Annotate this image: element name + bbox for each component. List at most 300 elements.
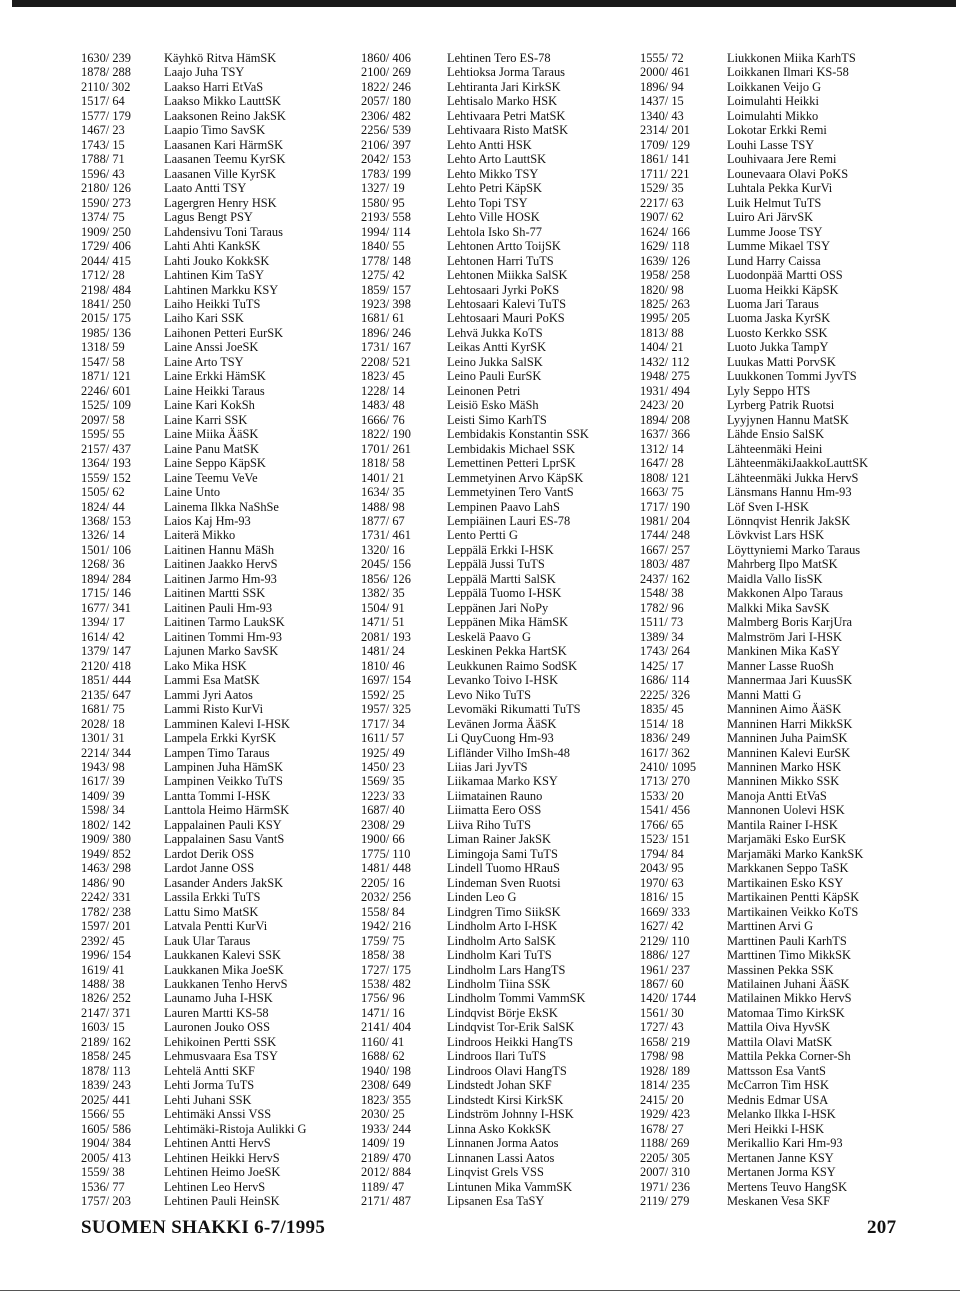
player-name-club: Liias Jari JyvTS [447, 759, 528, 774]
player-name-club: Lahtinen Kim TaSY [164, 268, 265, 283]
rating-games: 1188/ 269 [640, 1136, 690, 1151]
player-name-club: McCarron Tim HSK [727, 1078, 829, 1093]
rating-games: 1533/ 20 [640, 788, 684, 803]
rating-games: 1886/ 127 [640, 948, 690, 963]
rating-games: 1896/ 246 [361, 325, 411, 340]
rating-games: 1481/ 448 [361, 861, 411, 876]
player-name-club: Lehti Juhani SSK [164, 1092, 252, 1107]
player-name-club: Lehto Ville HOSK [447, 210, 540, 225]
rating-games: 1580/ 95 [361, 195, 405, 210]
player-name-club: Lindholm Tiina SSK [447, 977, 551, 991]
player-name-club: Luiro Ari JärvSK [727, 210, 814, 225]
player-name-club: Lehtonen Miikka SalSK [447, 268, 568, 283]
rating-games: 1839/ 243 [81, 1078, 131, 1093]
player-name-club: Liukkonen Miika KarhTS [727, 51, 856, 65]
rating-games: 1541/ 456 [640, 803, 690, 818]
player-name-club: Mattila Pekka Corner-Sh [727, 1049, 851, 1064]
rating-games: 1701/ 261 [361, 441, 411, 456]
player-name-club: Leukkunen Raimo SodSK [447, 658, 578, 673]
rating-games: 2147/ 371 [81, 1005, 131, 1020]
rating-games: 1409/ 39 [81, 788, 125, 803]
player-name-club: Melanko Ilkka I-HSK [727, 1107, 836, 1122]
rating-games: 1925/ 49 [361, 745, 405, 760]
player-name-club: Li QuyCuong Hm-93 [447, 731, 554, 746]
player-name-club: Manninen Harri MikkSK [727, 716, 853, 731]
rating-games: 1766/ 65 [640, 817, 684, 832]
rating-games: 1379/ 147 [81, 644, 131, 659]
rating-games: 2110/ 302 [81, 79, 131, 94]
rating-games: 1547/ 58 [81, 354, 125, 369]
rating-games: 1647/ 28 [640, 456, 684, 471]
rating-games: 1559/ 152 [81, 470, 131, 485]
player-name-club: Lehtimäki-Ristoja Aulikki G [164, 1121, 307, 1136]
rating-games: 1981/ 204 [640, 514, 690, 528]
player-name-club: Lampinen Juha HämSK [164, 759, 284, 774]
player-name-club: Luukas Matti PorvSK [727, 354, 836, 369]
rating-games: 2314/ 201 [640, 123, 690, 138]
rating-games: 1437/ 15 [640, 94, 684, 109]
player-name-club: Lembidakis Michael SSK [447, 441, 576, 456]
rating-games: 2025/ 441 [81, 1092, 131, 1107]
player-name-club: Merikallio Kari Hm-93 [727, 1136, 843, 1151]
rating-games: 1894/ 284 [81, 571, 131, 586]
player-name-club: Lammi Jyri Aatos [164, 687, 253, 702]
player-name-club: Manninen Mikko SSK [727, 774, 840, 789]
player-name-club: Lahti Ahti KankSK [164, 239, 261, 254]
player-name-club: Levo Niko TuTS [447, 687, 531, 702]
rating-games: 1605/ 586 [81, 1121, 131, 1136]
player-name-club: Laios Kaj Hm-93 [164, 514, 251, 528]
player-name-club: Laukkanen Mika JoeSK [164, 962, 284, 977]
player-name-club: Lyrberg Patrik Ruotsi [727, 398, 835, 413]
player-name-club: Laitinen Martti SSK [164, 586, 266, 601]
player-name-club: Lehtosaari Mauri PoKS [447, 311, 565, 326]
player-name-club: Manninen Marko HSK [727, 759, 842, 774]
rating-games: 1971/ 236 [640, 1179, 690, 1194]
player-name-club: Lehto Arto LauttSK [447, 152, 547, 167]
rating-games: 2410/ 1095 [640, 759, 697, 774]
rating-games: 2193/ 558 [361, 210, 411, 225]
rating-games: 1709/ 129 [640, 137, 690, 152]
rating-games: 1825/ 263 [640, 296, 690, 311]
player-name-club: Linqvist Grels VSS [447, 1165, 544, 1180]
player-name-club: Marttinen Timo MikkSK [727, 948, 851, 963]
rating-games: 1669/ 333 [640, 904, 690, 919]
rating-games: 1958/ 258 [640, 268, 690, 283]
rating-games: 1856/ 126 [361, 571, 411, 586]
player-name-club: Launamo Juha I-HSK [164, 991, 273, 1006]
rating-games: 2246/ 601 [81, 383, 131, 398]
player-name-club: Leino Pauli EurSK [447, 369, 542, 384]
player-name-club: Lemmetyinen Tero VantS [447, 485, 574, 500]
rating-games: 1996/ 154 [81, 948, 131, 963]
rating-games: 1538/ 482 [361, 977, 411, 991]
rating-games: 1948/ 275 [640, 369, 690, 384]
player-name-club: LähteenmäkiJaakkoLauttSK [727, 456, 869, 471]
player-name-club: Luodonpää Martti OSS [727, 268, 843, 283]
rating-games: 2044/ 415 [81, 253, 131, 268]
rating-games: 1603/ 15 [81, 1020, 125, 1035]
player-name-club: Levomäki Rikumatti TuTS [447, 702, 581, 717]
rating-games: 1382/ 35 [361, 586, 405, 601]
player-name-club: Lehtinen Tero ES-78 [447, 51, 551, 65]
rating-games: 1756/ 96 [361, 991, 405, 1006]
rating-games: 1678/ 27 [640, 1121, 684, 1136]
player-name-club: Lumme Joose TSY [727, 224, 823, 239]
player-name-club: Mattsson Esa VantS [727, 1063, 826, 1078]
player-name-club: Luhtala Pekka KurVi [727, 181, 833, 196]
rating-games: 1909/ 380 [81, 832, 131, 847]
player-name-club: Laitinen Hannu MäSh [164, 542, 275, 557]
rating-games: 2392/ 45 [81, 933, 125, 948]
rating-games: 2028/ 18 [81, 716, 125, 731]
rating-games: 1596/ 43 [81, 166, 125, 181]
rating-games: 1450/ 23 [361, 759, 405, 774]
player-name-club: Lainema Ilkka NaShSe [164, 499, 279, 514]
rating-games: 1569/ 35 [361, 774, 405, 789]
rating-games: 1896/ 94 [640, 79, 684, 94]
player-name-club: Lampen Timo Taraus [164, 745, 270, 760]
player-name-club: Lehtosaari Jyrki PoKS [447, 282, 560, 297]
player-name-club: Lembidakis Konstantin SSK [447, 427, 589, 442]
rating-games: 2157/ 437 [81, 441, 131, 456]
rating-games: 1894/ 208 [640, 412, 690, 427]
rating-games: 1634/ 35 [361, 485, 405, 500]
player-name-club: Linden Leo G [447, 890, 517, 905]
player-name-club: Lahti Jouko KokkSK [164, 253, 270, 268]
player-name-club: Laitinen Tommi Hm-93 [164, 629, 282, 644]
rating-games: 1818/ 58 [361, 456, 405, 471]
player-name-club: Mertanen Jorma KSY [727, 1165, 836, 1180]
rating-games: 1813/ 88 [640, 325, 684, 340]
rating-games: 1687/ 40 [361, 803, 405, 818]
rating-games: 1788/ 71 [81, 152, 125, 167]
rating-games: 1629/ 118 [640, 239, 690, 254]
player-name-club: Lyyjynen Hannu MatSK [727, 412, 849, 427]
player-name-club: Lehtinen Antti HervS [164, 1136, 271, 1151]
rating-games: 1223/ 33 [361, 788, 405, 803]
rating-games: 1928/ 189 [640, 1063, 690, 1078]
rating-games: 1514/ 18 [640, 716, 684, 731]
rating-games: 1943/ 98 [81, 759, 125, 774]
player-name-club: Lappalainen Sasu VantS [164, 832, 285, 847]
player-name-club: Mertens Teuvo HangSK [727, 1179, 848, 1194]
rating-games: 1782/ 96 [640, 600, 684, 615]
player-name-club: Laine Teemu VeVe [164, 470, 258, 485]
player-name-club: Luik Helmut TuTS [727, 195, 822, 210]
rating-games: 1712/ 28 [81, 268, 125, 283]
player-name-club: Lehto Petri KäpSK [447, 181, 542, 196]
player-name-club: Markkanen Seppo TaSK [727, 861, 849, 876]
player-name-club: Liman Rainer JakSK [447, 832, 551, 847]
player-name-club: Lipsanen Esa TaSY [447, 1194, 545, 1209]
rating-games: 2129/ 110 [640, 933, 690, 948]
player-name-club: Lehtivaara Risto MatSK [447, 123, 569, 138]
rating-games: 1744/ 248 [640, 528, 690, 543]
rating-games: 2100/ 269 [361, 65, 411, 80]
player-name-club: Louhi Lasse TSY [727, 137, 815, 152]
rating-games: 2097/ 58 [81, 412, 125, 427]
player-name-club: Manner Lasse RuoSh [727, 658, 834, 673]
rating-games: 1598/ 34 [81, 803, 125, 818]
rating-games: 1713/ 270 [640, 774, 690, 789]
player-name-club: Makkonen Alpo Taraus [727, 586, 843, 601]
rating-games: 1995/ 205 [640, 311, 690, 326]
rating-games: 1798/ 98 [640, 1049, 684, 1064]
rating-games: 2214/ 344 [81, 745, 131, 760]
rating-games: 1823/ 355 [361, 1092, 411, 1107]
player-name-club: Lammi Esa MatSK [164, 673, 260, 688]
rating-games: 1731/ 461 [361, 528, 411, 543]
rating-games: 1561/ 30 [640, 1005, 684, 1020]
rating-games: 2180/ 126 [81, 181, 131, 196]
rating-games: 1389/ 34 [640, 629, 684, 644]
rating-games: 1814/ 235 [640, 1078, 690, 1093]
player-name-club: Meskanen Vesa SKF [727, 1194, 831, 1209]
player-name-club: Löyttyniemi Marko Taraus [727, 542, 861, 557]
player-name-club: Lindgren Timo SiikSK [447, 904, 561, 919]
rating-games: 1923/ 398 [361, 296, 411, 311]
player-name-club: Lindqvist Börje EkSK [447, 1005, 558, 1020]
rating-games: 1374/ 75 [81, 210, 125, 225]
rating-games: 1994/ 114 [361, 224, 411, 239]
player-name-club: Länsmans Hannu Hm-93 [727, 485, 852, 500]
player-name-club: Leppälä Tuomo I-HSK [447, 586, 562, 601]
player-name-club: Leppälä Martti SalSK [447, 571, 556, 586]
rating-games: 1858/ 38 [361, 948, 405, 963]
player-name-club: Lokotar Erkki Remi [727, 123, 827, 138]
rating-games: 2205/ 305 [640, 1150, 690, 1165]
rating-games: 1529/ 35 [640, 181, 684, 196]
rating-games: 1627/ 42 [640, 919, 684, 934]
player-name-club: Leppänen Mika HämSK [447, 615, 569, 630]
rating-games: 1624/ 166 [640, 224, 690, 239]
rating-games: 1775/ 110 [361, 846, 411, 861]
rating-games: 1536/ 77 [81, 1179, 125, 1194]
rating-games: 1504/ 91 [361, 600, 405, 615]
player-name-club: Lindholm Tommi VammSK [447, 991, 586, 1006]
player-name-club: Manni Matti G [727, 687, 802, 702]
player-name-club: Lähteenmäki Heini [727, 441, 823, 456]
player-name-club: Laine Seppo KäpSK [164, 456, 266, 471]
rating-games: 2308/ 29 [361, 817, 405, 832]
rating-games: 1867/ 60 [640, 977, 684, 991]
rating-games: 1743/ 15 [81, 137, 125, 152]
player-name-club: Lammi Risto KurVi [164, 702, 264, 717]
player-name-club: Mattila Olavi MatSK [727, 1034, 833, 1049]
player-name-club: Linnanen Lassi Aatos [447, 1150, 555, 1165]
rating-games: 1942/ 216 [361, 919, 411, 934]
rating-games: 2057/ 180 [361, 94, 411, 109]
player-name-club: Lindholm Arto I-HSK [447, 919, 558, 934]
rating-games: 1327/ 19 [361, 181, 405, 196]
rating-games: 1782/ 238 [81, 904, 131, 919]
rating-games: 1394/ 17 [81, 615, 125, 630]
rating-games: 1877/ 67 [361, 514, 405, 528]
player-name-club: Mednis Edmar USA [727, 1092, 829, 1107]
player-name-club: Lassila Erkki TuTS [164, 890, 261, 905]
player-name-club: Leisti Simo KarhTS [447, 412, 547, 427]
player-name-club: Leikas Antti KyrSK [447, 340, 547, 355]
rating-games: 1757/ 203 [81, 1194, 131, 1209]
rating-games: 1824/ 44 [81, 499, 125, 514]
player-name-club: Laakso Harri EtVaS [164, 79, 264, 94]
rating-games: 1686/ 114 [640, 673, 690, 688]
rating-games: 1858/ 245 [81, 1049, 131, 1064]
rating-games: 1970/ 63 [640, 875, 684, 890]
player-name-club: Luoma Jaska KyrSK [727, 311, 831, 326]
rating-games: 1409/ 19 [361, 1136, 405, 1151]
player-name-club: Lantta Tommi I-HSK [164, 788, 271, 803]
player-name-club: Lehtioksa Jorma Taraus [447, 65, 565, 80]
rating-games: 1667/ 257 [640, 542, 690, 557]
player-name-club: Lounevaara Olavi PoKS [727, 166, 849, 181]
player-name-club: Lauk Ular Taraus [164, 933, 251, 948]
rating-games: 1525/ 109 [81, 398, 131, 413]
player-name-club: Lumme Mikael TSY [727, 239, 831, 254]
player-name-club: Lagus Bengt PSY [164, 210, 253, 225]
player-name-club: Lövkvist Lars HSK [727, 528, 825, 543]
player-name-club: Limingoja Sami TuTS [447, 846, 558, 861]
rating-games: 1878/ 288 [81, 65, 131, 80]
rating-games: 1859/ 157 [361, 282, 411, 297]
rating-games: 1933/ 244 [361, 1121, 411, 1136]
rating-games: 1501/ 106 [81, 542, 131, 557]
player-name-club: Leppälä Jussi TuTS [447, 557, 545, 572]
rating-games: 2171/ 487 [361, 1194, 411, 1209]
rating-games: 1688/ 62 [361, 1049, 405, 1064]
rating-games: 1488/ 38 [81, 977, 125, 991]
rating-games: 1810/ 46 [361, 658, 405, 673]
player-name-club: Lamminen Kalevi I-HSK [164, 716, 290, 731]
page-number: 207 [867, 1217, 897, 1238]
player-name-club: Liiva Riho TuTS [447, 817, 532, 832]
rating-games: 1931/ 494 [640, 383, 690, 398]
player-name-club: Louhivaara Jere Remi [727, 152, 837, 167]
player-name-club: Mannonen Uolevi HSK [727, 803, 845, 818]
player-name-club: Lehtinen Pauli HeinSK [164, 1194, 280, 1209]
rating-games: 1729/ 406 [81, 239, 131, 254]
player-name-club: Loikkanen Ilmari KS-58 [727, 65, 849, 80]
player-name-club: Laine Unto [164, 485, 221, 500]
player-name-club: Lehtimäki Anssi VSS [164, 1107, 272, 1122]
magazine-title: SUOMEN SHAKKI 6-7/1995 [81, 1217, 326, 1238]
player-name-club: Malmberg Boris KarjUra [727, 615, 853, 630]
player-name-club: Manninen Juha PaimSK [727, 731, 848, 746]
player-name-club: Loimulahti Heikki [727, 94, 819, 109]
player-name-club: Laine Erkki HämSK [164, 369, 266, 384]
rating-games: 1900/ 66 [361, 832, 405, 847]
player-name-club: Lehtinen Leo HervS [164, 1179, 266, 1194]
rating-games: 1566/ 55 [81, 1107, 125, 1122]
player-name-club: Manninen Kalevi EurSK [727, 745, 851, 760]
player-name-club: Lardot Janne OSS [164, 861, 255, 876]
player-name-club: Liimatainen Rauno [447, 788, 543, 803]
player-name-club: Mertanen Janne KSY [727, 1150, 834, 1165]
player-name-club: Laiho Kari SSK [164, 311, 244, 326]
player-name-club: Laajo Juha TSY [164, 65, 245, 80]
rating-games: 2119/ 279 [640, 1194, 690, 1209]
player-name-club: Massinen Pekka SSK [727, 962, 834, 977]
rating-games: 2135/ 647 [81, 687, 131, 702]
rating-games: 1929/ 423 [640, 1107, 690, 1122]
player-name-club: Lento Pertti G [447, 528, 518, 543]
player-name-club: Leskelä Paavo G [447, 629, 531, 644]
rating-games: 1681/ 75 [81, 702, 125, 717]
rating-games: 1364/ 193 [81, 456, 131, 471]
player-name-club: Liimatta Eero OSS [447, 803, 542, 818]
player-name-club: Lehto Topi TSY [447, 195, 528, 210]
player-name-club: Lehvä Jukka KoTS [447, 325, 543, 340]
rating-games: 1467/ 23 [81, 123, 125, 138]
rating-games: 1727/ 43 [640, 1020, 684, 1035]
rating-games: 1592/ 25 [361, 687, 405, 702]
rating-games: 1481/ 24 [361, 644, 405, 659]
rating-games: 2189/ 470 [361, 1150, 411, 1165]
player-name-club: Laine Karri SSK [164, 412, 248, 427]
player-name-club: Lauren Martti KS-58 [164, 1005, 269, 1020]
rating-games: 1320/ 16 [361, 542, 405, 557]
player-name-club: Martikainen Esko KSY [727, 875, 844, 890]
player-name-club: Meri Heikki I-HSK [727, 1121, 825, 1136]
player-name-club: Lehtinen Heikki HervS [164, 1150, 280, 1165]
player-name-club: Lempiäinen Lauri ES-78 [447, 514, 571, 528]
rating-games: 1517/ 64 [81, 94, 125, 109]
player-name-club: Lönnqvist Henrik JakSK [727, 514, 851, 528]
player-name-club: Lempinen Paavo LahS [447, 499, 560, 514]
rating-games: 2015/ 175 [81, 311, 131, 326]
player-name-club: Marttinen Arvi G [727, 919, 814, 934]
player-name-club: Luukkonen Tommi JyvTS [727, 369, 857, 384]
rating-games: 2120/ 418 [81, 658, 131, 673]
rating-games: 1488/ 98 [361, 499, 405, 514]
player-name-club: Laiho Heikki TuTS [164, 296, 261, 311]
rating-games: 1486/ 90 [81, 875, 125, 890]
rating-games: 1666/ 76 [361, 412, 405, 427]
rating-games: 1820/ 98 [640, 282, 684, 297]
player-name-club: Leskinen Pekka HartSK [447, 644, 567, 659]
player-name-club: Laihonen Petteri EurSK [164, 325, 284, 340]
rating-games: 1340/ 43 [640, 108, 684, 123]
rating-games: 1555/ 72 [640, 51, 684, 65]
player-name-club: Lyly Seppo HTS [727, 383, 811, 398]
player-name-club: Leppälä Erkki I-HSK [447, 542, 554, 557]
rating-games: 1312/ 14 [640, 441, 684, 456]
player-name-club: Laiterä Mikko [164, 528, 236, 543]
player-name-club: Lardot Derik OSS [164, 846, 255, 861]
player-name-club: Matilainen Juhani ÄäSK [727, 977, 850, 991]
rating-games: 1471/ 51 [361, 615, 405, 630]
player-name-club: Leino Jukka SalSK [447, 354, 543, 369]
rating-games: 2042/ 153 [361, 152, 411, 167]
rating-games: 1985/ 136 [81, 325, 131, 340]
rating-games: 1783/ 199 [361, 166, 411, 181]
rating-games: 1715/ 146 [81, 586, 131, 601]
rating-games: 2256/ 539 [361, 123, 411, 138]
player-name-club: Luosto Kerkko SSK [727, 325, 828, 340]
rating-games: 1511/ 73 [640, 615, 684, 630]
player-name-club: Lehikoinen Pertti SSK [164, 1034, 277, 1049]
rating-games: 2437/ 162 [640, 571, 690, 586]
player-name-club: Laine Anssi JoeSK [164, 340, 259, 355]
player-name-club: Linna Asko KokkSK [447, 1121, 551, 1136]
rating-games: 1840/ 55 [361, 239, 405, 254]
player-name-club: Lehtosaari Kalevi TuTS [447, 296, 567, 311]
player-name-club: Laapio Timo SavSK [164, 123, 266, 138]
rating-games: 1630/ 239 [81, 51, 131, 65]
player-name-club: Luoma Jari Taraus [727, 296, 819, 311]
player-name-club: Lindroos Heikki HangTS [447, 1034, 573, 1049]
